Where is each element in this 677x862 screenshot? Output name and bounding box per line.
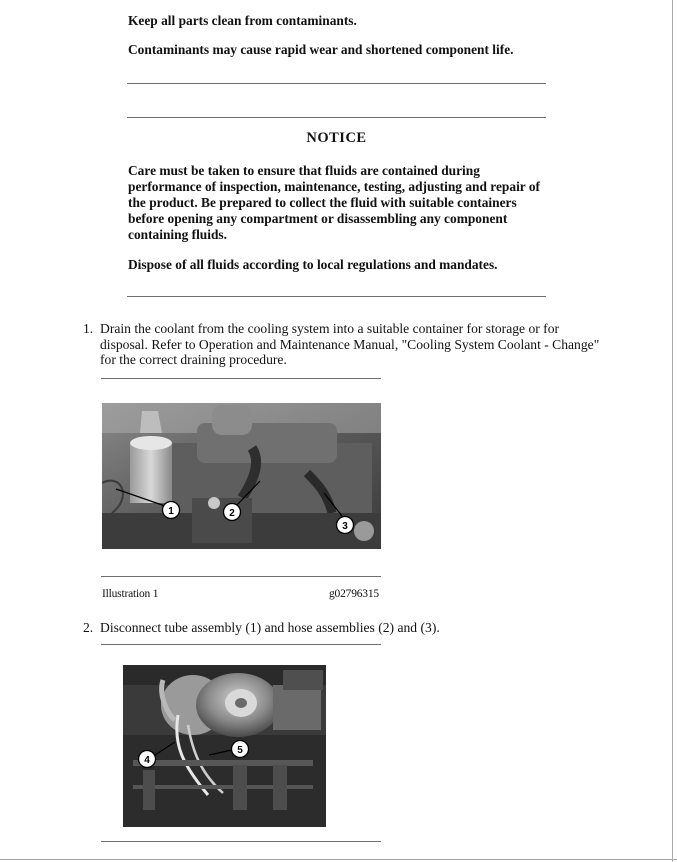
caution-bottom-rule bbox=[127, 83, 546, 84]
callout-4-label: 4 bbox=[144, 755, 150, 766]
illustration-2-photo bbox=[123, 665, 326, 827]
page-bottom-edge bbox=[0, 859, 677, 860]
step-2-number: 2. bbox=[83, 620, 94, 635]
callout-2-label: 2 bbox=[229, 508, 235, 519]
notice-bottom-rule bbox=[127, 296, 546, 297]
step-2-text: Disconnect tube assembly (1) and hose assemblies (2) and (3). bbox=[100, 620, 440, 635]
callout-1-label: 1 bbox=[168, 506, 174, 517]
notice-paragraph-1: Care must be taken to ensure that fluids are contained during performance of inspection, maintenance, testing, adjusting and repair of the product. Be prepared to collect the fluid with suitable containers before opening any compartment or disassembling any component containing fluids. bbox=[128, 163, 540, 242]
step-1-text: Drain the coolant from the cooling system into a suitable container for storage or for disposal. Refer to Operation and Maintenance Manual, "Cooling System Coolant - Change" for the correct draining procedure. bbox=[100, 321, 600, 367]
caution-line-2: Contaminants may cause rapid wear and shortened component life. bbox=[128, 42, 514, 57]
caution-line-1: Keep all parts clean from contaminants. bbox=[128, 13, 357, 28]
illustration-1-caption: Illustration 1 bbox=[102, 588, 159, 600]
illustration-1-ref: g02796315 bbox=[329, 588, 379, 600]
callout-3-label: 3 bbox=[342, 521, 348, 532]
illustration-2-top-rule bbox=[101, 644, 381, 645]
notice-top-rule bbox=[127, 117, 546, 118]
illustration-2-bottom-rule bbox=[101, 841, 381, 842]
illustration-1-top-rule bbox=[101, 378, 381, 379]
callout-5-label: 5 bbox=[237, 745, 243, 756]
notice-heading: NOTICE bbox=[306, 130, 367, 146]
illustration-1-caption-rule bbox=[101, 576, 381, 577]
illustration-1-photo bbox=[102, 403, 381, 549]
page-right-edge bbox=[672, 0, 673, 862]
notice-paragraph-2: Dispose of all fluids according to local regulations and mandates. bbox=[128, 257, 498, 272]
step-1-number: 1. bbox=[83, 321, 94, 336]
